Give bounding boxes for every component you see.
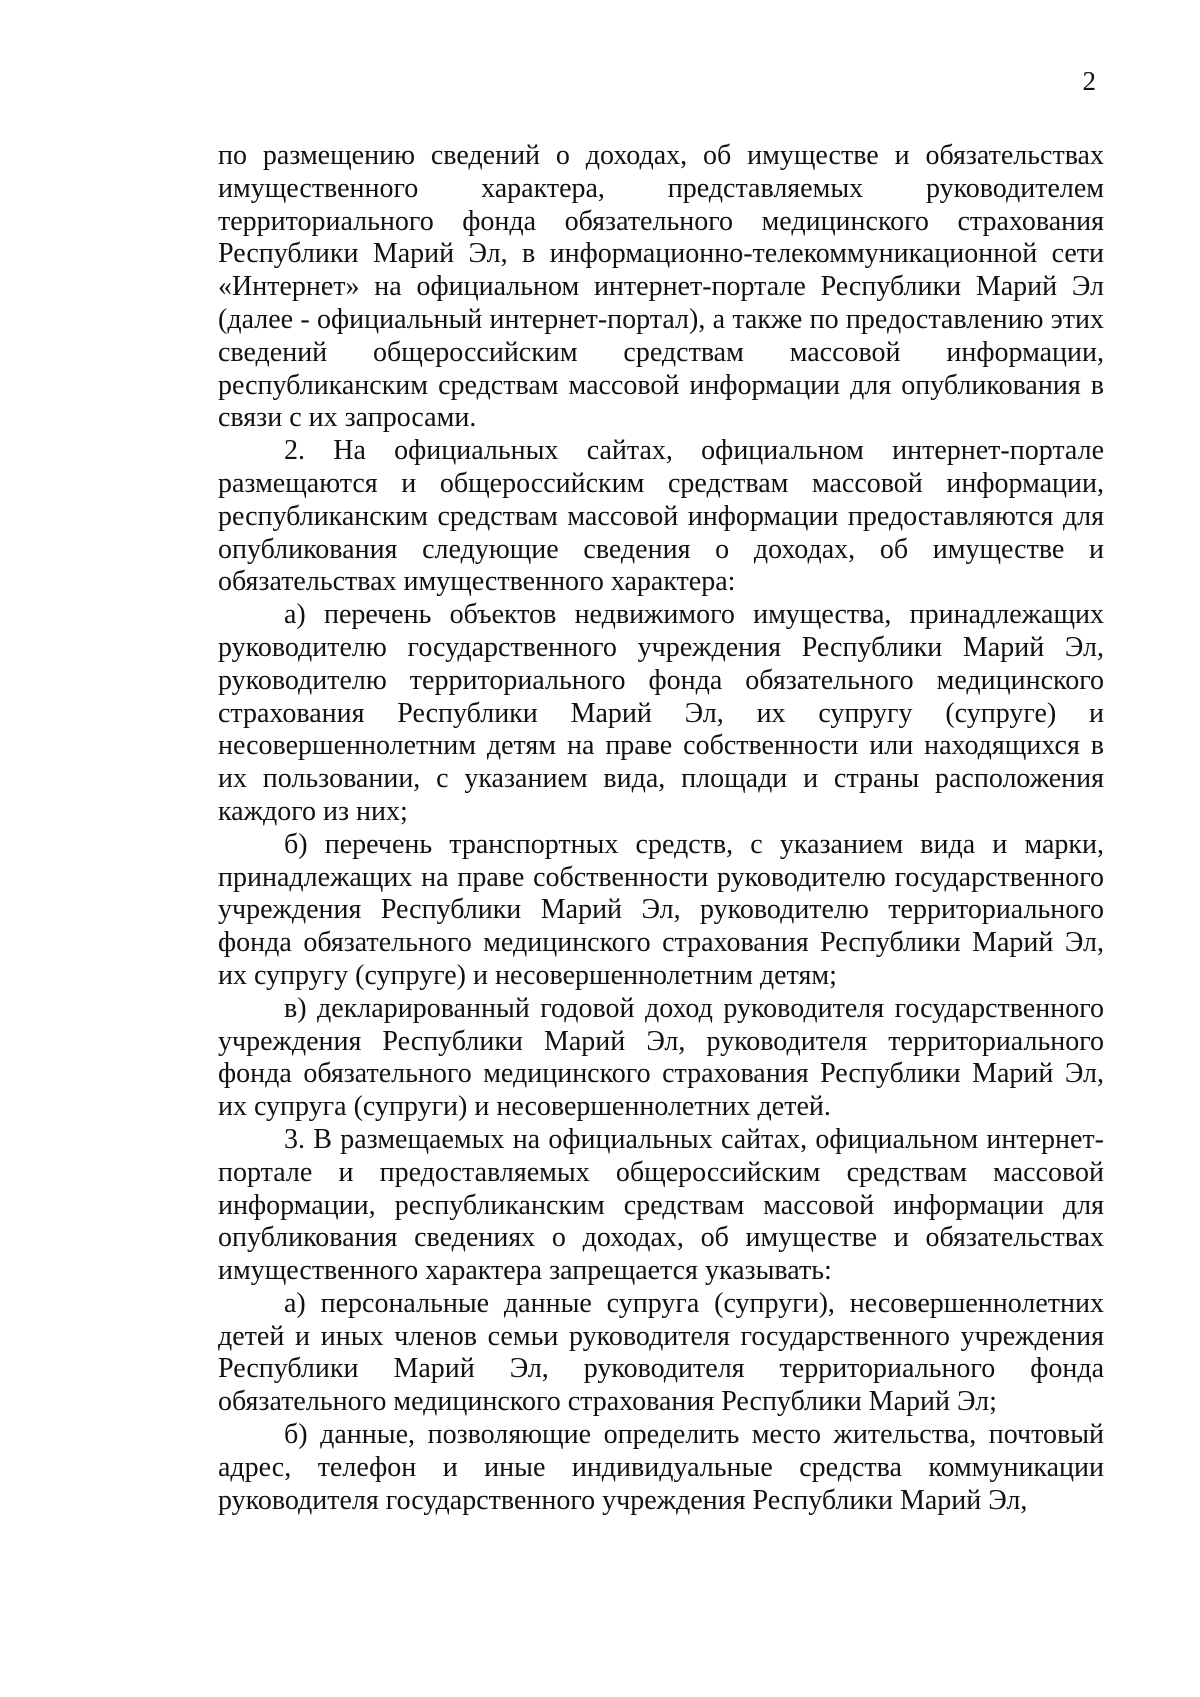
page-number: 2 — [1082, 66, 1096, 96]
paragraph-item-2a: а) перечень объектов недвижимого имущества, принадлежащих руководителю государственного учреждения Республики Марий Эл, руководителю территориального фонда обязательного медицинского страхования Республики Марий Эл, их супругу (супруге) и несовершеннолетним детям на праве собственности или находящихся в их пользовании, с указанием вида, площади и страны расположения каждого из них; — [218, 599, 1104, 827]
paragraph-item-2b: б) перечень транспортных средств, с указанием вида и марки, принадлежащих на праве собственности руководителю государственного учреждения Республики Марий Эл, руководителю территориального фонда обязательного медицинского страхования Республики Марий Эл, их супругу (супруге) и несовершеннолетним детям; — [218, 828, 1104, 991]
document-body — [218, 140, 1104, 1517]
paragraph-continuation: по размещению сведений о доходах, об имуществе и обязательствах имущественного характера, представляемых руководителем территориального фонда обязательного медицинского страхования Республики Марий Эл, в информационно-телекоммуникационной сети «Интернет» на официальном интернет-портале Республики Марий Эл (далее - официальный интернет-портал), а также по предоставлению этих сведений общероссийским средствам массовой информации, республиканским средствам массовой информации для опубликования в связи с их запросами. — [218, 140, 1104, 434]
paragraph-item-3a: а) персональные данные супруга (супруги), несовершеннолетних детей и иных членов семьи руководителя государственного учреждения Республики Марий Эл, руководителя территориального фонда обязательного медицинского страхования Республики Марий Эл; — [218, 1287, 1104, 1418]
paragraph-item-2: 2. На официальных сайтах, официальном интернет-портале размещаются и общероссийским средствам массовой информации, республиканским средствам массовой информации предоставляются для опубликования следующие сведения о доходах, об имуществе и обязательствах имущественного характера: — [218, 435, 1104, 598]
paragraph-item-3b: б) данные, позволяющие определить место жительства, почтовый адрес, телефон и иные индивидуальные средства коммуникации руководителя государственного учреждения Республики Марий Эл, — [218, 1419, 1104, 1516]
paragraph-item-2v: в) декларированный годовой доход руководителя государственного учреждения Республики Марий Эл, руководителя территориального фонда обязательного медицинского страхования Республики Марий Эл, их супруга (супруги) и несовершеннолетних детей. — [218, 992, 1104, 1123]
paragraph-item-3: 3. В размещаемых на официальных сайтах, официальном интернет-портале и предоставляемых общероссийским средствам массовой информации, республиканским средствам массовой информации для опубликования сведениях о доходах, об имуществе и обязательствах имущественного характера запрещается указывать: — [218, 1123, 1104, 1287]
